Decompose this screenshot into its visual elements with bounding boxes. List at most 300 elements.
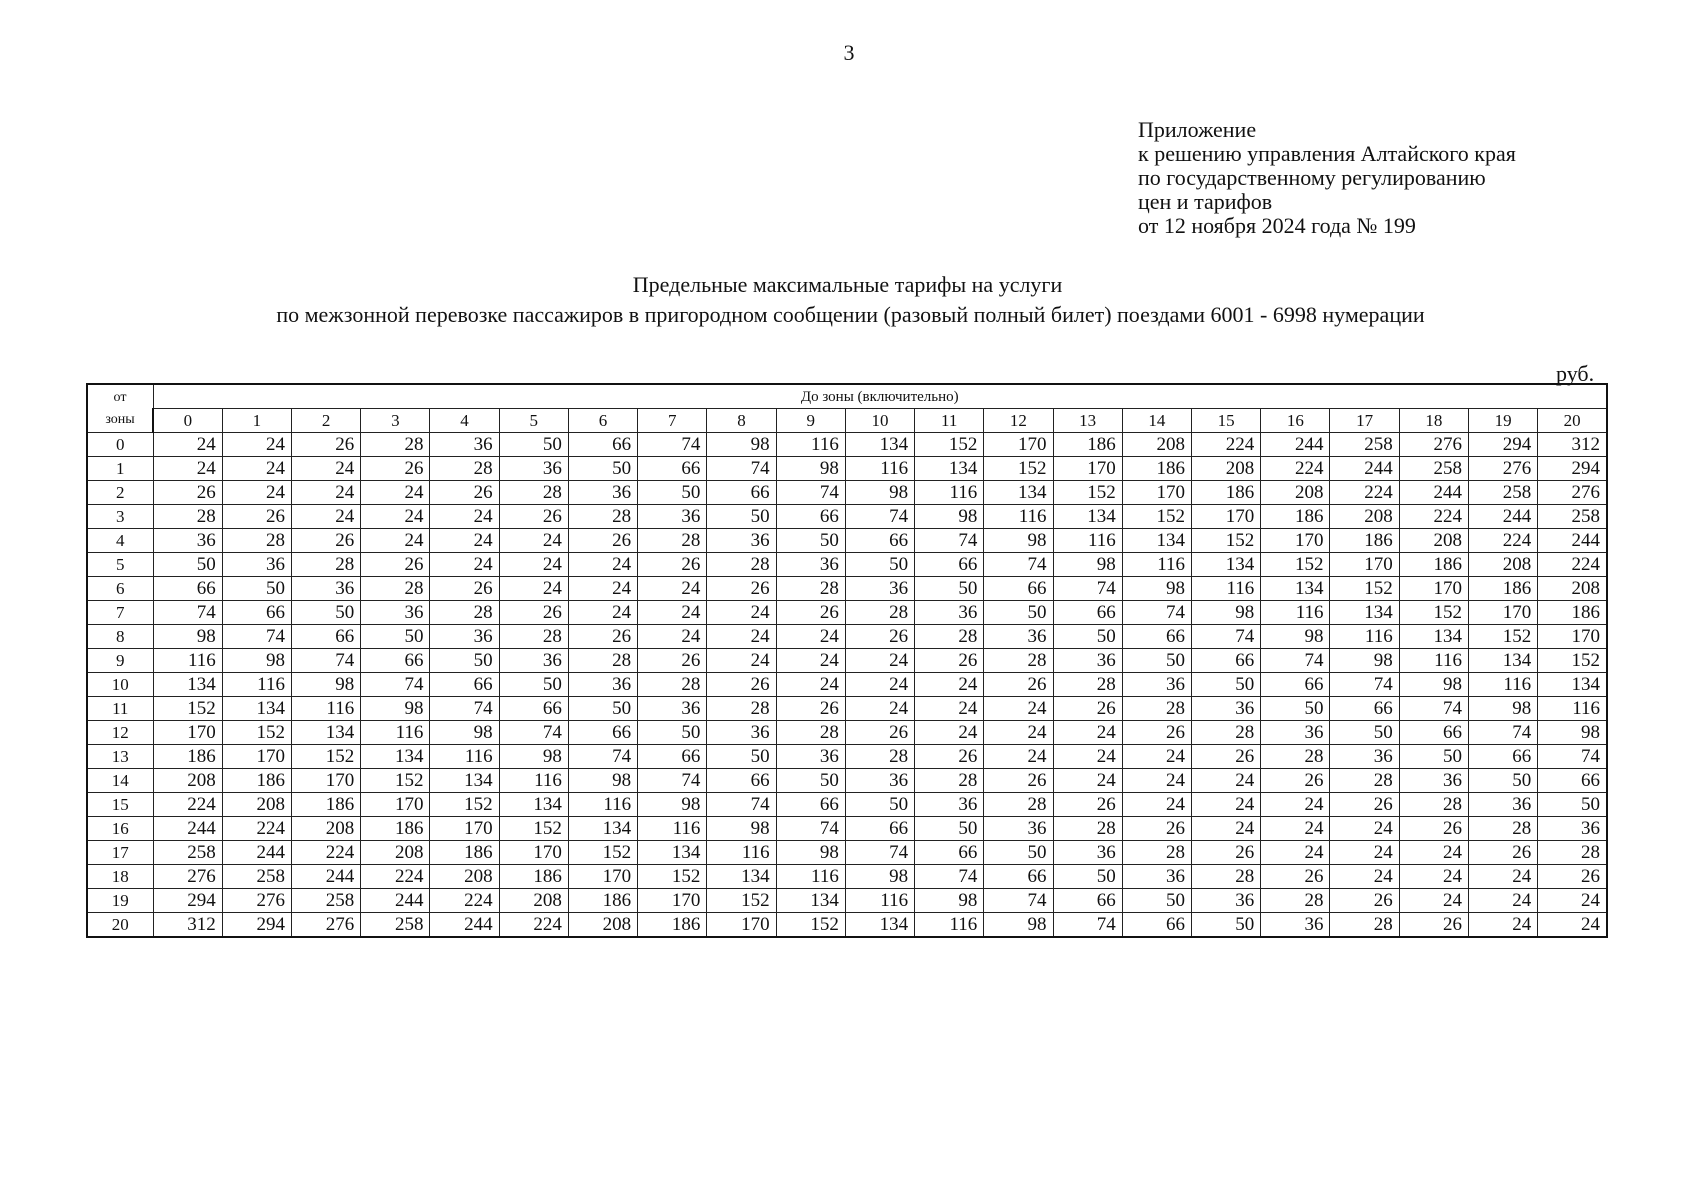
tariff-cell: 36	[984, 625, 1053, 649]
tariff-cell: 24	[776, 649, 845, 673]
tariff-cell: 152	[915, 433, 984, 457]
document-title	[0, 270, 1698, 330]
tariff-cell: 74	[1122, 601, 1191, 625]
tariff-cell: 24	[845, 697, 914, 721]
column-header-zone-18: 18	[1399, 409, 1468, 433]
tariff-cell: 36	[845, 769, 914, 793]
table-row	[87, 817, 1607, 841]
tariff-cell: 28	[1053, 817, 1122, 841]
tariff-cell: 26	[568, 625, 637, 649]
tariff-cell: 258	[1399, 457, 1468, 481]
tariff-cell: 50	[707, 505, 776, 529]
tariff-cell: 24	[430, 529, 499, 553]
tariff-cell: 74	[638, 769, 707, 793]
tariff-cell: 28	[1122, 841, 1191, 865]
tariff-cell: 50	[638, 721, 707, 745]
from-zone-header-line1: от	[113, 389, 127, 405]
tariff-cell: 36	[1192, 889, 1261, 913]
tariff-cell: 98	[845, 865, 914, 889]
tariff-cell: 152	[1053, 481, 1122, 505]
column-header-zone-9: 9	[776, 409, 845, 433]
column-header-zone-10: 10	[845, 409, 914, 433]
tariff-cell: 186	[1330, 529, 1399, 553]
tariff-cell: 116	[1399, 649, 1468, 673]
tariff-cell: 26	[1261, 769, 1330, 793]
tariff-cell: 134	[153, 673, 222, 697]
tariff-cell: 26	[1053, 697, 1122, 721]
tariff-cell: 50	[1330, 721, 1399, 745]
tariff-cell: 74	[1399, 697, 1468, 721]
table-row	[87, 841, 1607, 865]
tariff-cell: 66	[291, 625, 360, 649]
tariff-cell: 244	[1261, 433, 1330, 457]
tariff-cell: 66	[776, 505, 845, 529]
tariff-cell: 24	[915, 721, 984, 745]
tariff-cell: 98	[1399, 673, 1468, 697]
tariff-cell: 26	[845, 625, 914, 649]
tariff-cell: 28	[1122, 697, 1191, 721]
tariff-cell: 170	[1261, 529, 1330, 553]
tariff-cell: 24	[291, 457, 360, 481]
tariff-cell: 208	[1330, 505, 1399, 529]
tariff-cell: 116	[499, 769, 568, 793]
tariff-cell: 152	[1330, 577, 1399, 601]
tariff-cell: 74	[845, 505, 914, 529]
tariff-cell: 36	[776, 745, 845, 769]
tariff-cell: 24	[1399, 841, 1468, 865]
tariff-cell: 98	[1330, 649, 1399, 673]
row-header-zone: 14	[87, 769, 153, 793]
tariff-cell: 50	[1468, 769, 1537, 793]
tariff-cell: 26	[430, 481, 499, 505]
tariff-cell: 26	[1261, 865, 1330, 889]
tariff-cell: 28	[915, 769, 984, 793]
tariff-cell: 24	[222, 457, 291, 481]
tariff-cell: 50	[845, 793, 914, 817]
tariff-cell: 28	[153, 505, 222, 529]
tariff-cell: 98	[1538, 721, 1607, 745]
tariff-cell: 74	[568, 745, 637, 769]
tariff-cell: 74	[638, 433, 707, 457]
tariff-cell: 66	[984, 865, 1053, 889]
column-header-zone-16: 16	[1261, 409, 1330, 433]
tariff-cell: 28	[1330, 769, 1399, 793]
tariff-cell: 24	[1468, 913, 1537, 938]
tariff-cell: 24	[776, 673, 845, 697]
tariff-cell: 74	[222, 625, 291, 649]
tariff-cell: 66	[568, 721, 637, 745]
tariff-cell: 170	[1399, 577, 1468, 601]
tariff-cell: 186	[1399, 553, 1468, 577]
tariff-cell: 186	[153, 745, 222, 769]
tariff-cell: 24	[1192, 793, 1261, 817]
tariff-cell: 224	[430, 889, 499, 913]
tariff-cell: 98	[153, 625, 222, 649]
tariff-cell: 24	[1261, 841, 1330, 865]
tariff-cell: 186	[1261, 505, 1330, 529]
tariff-cell: 66	[1192, 649, 1261, 673]
tariff-cell: 134	[1399, 625, 1468, 649]
tariff-cell: 24	[638, 577, 707, 601]
row-header-zone: 5	[87, 553, 153, 577]
tariff-cell: 116	[568, 793, 637, 817]
tariff-cell: 36	[984, 817, 1053, 841]
tariff-cell: 134	[1053, 505, 1122, 529]
tariff-cell: 186	[361, 817, 430, 841]
tariff-cell: 26	[638, 649, 707, 673]
tariff-cell: 24	[222, 481, 291, 505]
tariff-cell: 26	[776, 697, 845, 721]
tariff-cell: 24	[499, 553, 568, 577]
tariff-cell: 24	[1053, 745, 1122, 769]
tariff-cell: 26	[707, 673, 776, 697]
tariff-cell: 208	[430, 865, 499, 889]
table-row	[87, 625, 1607, 649]
tariff-cell: 26	[776, 601, 845, 625]
tariff-cell: 98	[222, 649, 291, 673]
column-header-zone-15: 15	[1192, 409, 1261, 433]
tariff-cell: 26	[1122, 721, 1191, 745]
tariff-cell: 66	[707, 769, 776, 793]
tariff-cell: 26	[1192, 745, 1261, 769]
tariff-cell: 170	[1468, 601, 1537, 625]
tariff-cell: 152	[984, 457, 1053, 481]
tariff-cell: 186	[1192, 481, 1261, 505]
tariff-cell: 116	[707, 841, 776, 865]
tariff-cell: 26	[1330, 889, 1399, 913]
tariff-cell: 24	[915, 673, 984, 697]
tariff-cell: 116	[845, 457, 914, 481]
tariff-cell: 152	[707, 889, 776, 913]
tariff-cell: 152	[361, 769, 430, 793]
tariff-cell: 24	[1330, 841, 1399, 865]
tariff-cell: 24	[499, 529, 568, 553]
tariff-cell: 28	[1538, 841, 1607, 865]
tariff-cell: 36	[291, 577, 360, 601]
tariff-cell: 36	[430, 625, 499, 649]
tariff-cell: 312	[153, 913, 222, 938]
tariff-cell: 98	[499, 745, 568, 769]
tariff-cell: 50	[984, 601, 1053, 625]
tariff-cell: 28	[1192, 721, 1261, 745]
tariff-cell: 26	[1122, 817, 1191, 841]
tariff-cell: 24	[707, 625, 776, 649]
tariff-cell: 24	[984, 745, 1053, 769]
tariff-cell: 26	[1330, 793, 1399, 817]
tariff-cell: 24	[430, 553, 499, 577]
row-header-zone: 10	[87, 673, 153, 697]
tariff-cell: 98	[1053, 553, 1122, 577]
tariff-cell: 24	[915, 697, 984, 721]
tariff-cell: 28	[430, 457, 499, 481]
tariff-cell: 74	[915, 865, 984, 889]
tariff-cell: 98	[568, 769, 637, 793]
tariff-cell: 28	[1399, 793, 1468, 817]
to-zone-header: До зоны (включительно)	[153, 384, 1607, 409]
tariff-cell: 26	[638, 553, 707, 577]
tariff-cell: 28	[361, 577, 430, 601]
tariff-cell: 244	[430, 913, 499, 938]
tariff-cell: 36	[361, 601, 430, 625]
row-header-zone: 3	[87, 505, 153, 529]
tariff-cell: 134	[707, 865, 776, 889]
tariff-cell: 152	[430, 793, 499, 817]
tariff-cell: 50	[915, 577, 984, 601]
from-zone-header	[87, 384, 153, 433]
tariff-cell: 74	[430, 697, 499, 721]
table-row	[87, 481, 1607, 505]
tariff-cell: 74	[776, 481, 845, 505]
tariff-cell: 224	[1192, 433, 1261, 457]
tariff-cell: 66	[361, 649, 430, 673]
tariff-cell: 116	[1468, 673, 1537, 697]
tariff-cell: 134	[1538, 673, 1607, 697]
header-row-top	[87, 384, 1607, 409]
tariff-cell: 24	[1468, 889, 1537, 913]
tariff-cell: 26	[915, 745, 984, 769]
tariff-cell: 116	[776, 865, 845, 889]
tariff-cell: 312	[1538, 433, 1607, 457]
tariff-cell: 258	[153, 841, 222, 865]
tariff-cell: 24	[361, 529, 430, 553]
tariff-cell: 244	[291, 865, 360, 889]
tariff-cell: 170	[1538, 625, 1607, 649]
column-header-zone-6: 6	[568, 409, 637, 433]
tariff-cell: 28	[430, 601, 499, 625]
tariff-cell: 28	[915, 625, 984, 649]
tariff-cell: 26	[291, 529, 360, 553]
tariff-cell: 50	[845, 553, 914, 577]
tariff-cell: 258	[1330, 433, 1399, 457]
appendix-line: по государственному регулированию	[1138, 165, 1486, 190]
tariff-cell: 26	[915, 649, 984, 673]
tariff-cell: 36	[1122, 865, 1191, 889]
tariff-cell: 36	[1399, 769, 1468, 793]
tariff-cell: 24	[1468, 865, 1537, 889]
tariff-cell: 36	[1053, 841, 1122, 865]
tariff-cell: 66	[1399, 721, 1468, 745]
tariff-cell: 66	[1122, 913, 1191, 938]
tariff-cell: 98	[1122, 577, 1191, 601]
row-header-zone: 13	[87, 745, 153, 769]
tariff-cell: 152	[1468, 625, 1537, 649]
tariff-cell: 28	[1192, 865, 1261, 889]
column-header-zone-12: 12	[984, 409, 1053, 433]
tariff-cell: 186	[568, 889, 637, 913]
tariff-cell: 66	[638, 745, 707, 769]
tariff-cell: 258	[1468, 481, 1537, 505]
tariff-cell: 66	[1468, 745, 1537, 769]
tariff-cell: 98	[1468, 697, 1537, 721]
row-header-zone: 19	[87, 889, 153, 913]
tariff-cell: 36	[915, 601, 984, 625]
tariff-cell: 28	[361, 433, 430, 457]
tariff-cell: 66	[1330, 697, 1399, 721]
tariff-cell: 24	[776, 625, 845, 649]
tariff-cell: 116	[153, 649, 222, 673]
tariff-cell: 26	[499, 601, 568, 625]
row-header-zone: 16	[87, 817, 153, 841]
table-row	[87, 865, 1607, 889]
row-header-zone: 1	[87, 457, 153, 481]
tariff-cell: 36	[430, 433, 499, 457]
tariff-cell: 244	[1468, 505, 1537, 529]
tariff-cell: 24	[1538, 889, 1607, 913]
table-row	[87, 769, 1607, 793]
tariff-cell: 116	[984, 505, 1053, 529]
tariff-cell: 24	[1122, 745, 1191, 769]
tariff-cell: 28	[568, 505, 637, 529]
tariff-cell: 170	[153, 721, 222, 745]
tariff-cell: 66	[984, 577, 1053, 601]
tariff-cell: 152	[1122, 505, 1191, 529]
tariff-cell: 66	[568, 433, 637, 457]
tariff-cell: 74	[153, 601, 222, 625]
tariff-cell: 24	[1261, 793, 1330, 817]
tariff-cell: 98	[845, 481, 914, 505]
tariff-cell: 74	[1053, 577, 1122, 601]
tariff-cell: 74	[984, 889, 1053, 913]
tariff-cell: 186	[1538, 601, 1607, 625]
tariff-cell: 28	[707, 697, 776, 721]
tariff-cell: 66	[707, 481, 776, 505]
tariff-cell: 152	[638, 865, 707, 889]
tariff-cell: 98	[430, 721, 499, 745]
tariff-cell: 170	[430, 817, 499, 841]
tariff-cell: 24	[1192, 769, 1261, 793]
tariff-cell: 26	[984, 673, 1053, 697]
tariff-cell: 26	[1399, 817, 1468, 841]
tariff-cell: 50	[499, 673, 568, 697]
tariff-cell: 26	[291, 433, 360, 457]
column-header-zone-1: 1	[222, 409, 291, 433]
tariff-cell: 66	[1261, 673, 1330, 697]
column-header-zone-5: 5	[499, 409, 568, 433]
tariff-cell: 276	[153, 865, 222, 889]
tariff-cell: 28	[707, 553, 776, 577]
row-header-zone: 15	[87, 793, 153, 817]
tariff-cell: 258	[222, 865, 291, 889]
tariff-cell: 258	[291, 889, 360, 913]
tariff-cell: 36	[638, 505, 707, 529]
tariff-cell: 170	[222, 745, 291, 769]
tariff-cell: 24	[845, 673, 914, 697]
row-header-zone: 8	[87, 625, 153, 649]
tariff-cell: 28	[222, 529, 291, 553]
tariff-cell: 224	[153, 793, 222, 817]
tariff-cell: 66	[1053, 889, 1122, 913]
table-row	[87, 889, 1607, 913]
tariff-cell: 24	[1053, 769, 1122, 793]
tariff-cell: 224	[291, 841, 360, 865]
tariff-cell: 28	[845, 745, 914, 769]
table-row	[87, 505, 1607, 529]
tariff-cell: 276	[1399, 433, 1468, 457]
tariff-cell: 28	[1261, 889, 1330, 913]
tariff-cell: 134	[1330, 601, 1399, 625]
tariff-cell: 24	[707, 649, 776, 673]
tariff-cell: 74	[291, 649, 360, 673]
tariff-cell: 36	[222, 553, 291, 577]
row-header-zone: 20	[87, 913, 153, 938]
tariff-cell: 244	[1538, 529, 1607, 553]
tariff-cell: 24	[1261, 817, 1330, 841]
column-header-zone-0: 0	[153, 409, 222, 433]
tariff-cell: 170	[568, 865, 637, 889]
tariff-cell: 66	[776, 793, 845, 817]
tariff-cell: 170	[1330, 553, 1399, 577]
tariff-cell: 294	[1468, 433, 1537, 457]
tariff-cell: 36	[1330, 745, 1399, 769]
tariff-cell: 116	[915, 913, 984, 938]
tariff-cell: 134	[638, 841, 707, 865]
tariff-cell: 98	[1261, 625, 1330, 649]
tariff-cell: 244	[153, 817, 222, 841]
tariff-cell: 134	[568, 817, 637, 841]
tariff-table-body	[87, 433, 1607, 938]
tariff-cell: 294	[222, 913, 291, 938]
column-header-zone-8: 8	[707, 409, 776, 433]
tariff-cell: 26	[430, 577, 499, 601]
tariff-cell: 28	[499, 481, 568, 505]
tariff-cell: 28	[638, 529, 707, 553]
tariff-cell: 50	[707, 745, 776, 769]
tariff-cell: 26	[1538, 865, 1607, 889]
tariff-cell: 224	[1330, 481, 1399, 505]
tariff-cell: 134	[361, 745, 430, 769]
tariff-cell: 186	[1053, 433, 1122, 457]
table-row	[87, 697, 1607, 721]
tariff-cell: 26	[984, 769, 1053, 793]
tariff-cell: 28	[984, 649, 1053, 673]
tariff-cell: 24	[707, 601, 776, 625]
tariff-cell: 24	[638, 625, 707, 649]
tariff-cell: 66	[430, 673, 499, 697]
tariff-cell: 28	[1053, 673, 1122, 697]
tariff-cell: 152	[568, 841, 637, 865]
tariff-cell: 208	[222, 793, 291, 817]
tariff-cell: 50	[361, 625, 430, 649]
tariff-cell: 244	[1330, 457, 1399, 481]
tariff-cell: 24	[568, 577, 637, 601]
tariff-cell: 134	[430, 769, 499, 793]
tariff-cell: 152	[1399, 601, 1468, 625]
tariff-cell: 36	[1538, 817, 1607, 841]
tariff-cell: 116	[222, 673, 291, 697]
tariff-cell: 24	[845, 649, 914, 673]
tariff-cell: 24	[361, 481, 430, 505]
tariff-cell: 74	[1261, 649, 1330, 673]
column-header-zone-3: 3	[361, 409, 430, 433]
tariff-cell: 98	[776, 457, 845, 481]
tariff-cell: 50	[1192, 673, 1261, 697]
tariff-cell: 134	[776, 889, 845, 913]
tariff-cell: 50	[568, 697, 637, 721]
tariff-cell: 170	[361, 793, 430, 817]
row-header-zone: 7	[87, 601, 153, 625]
tariff-cell: 26	[222, 505, 291, 529]
tariff-cell: 224	[361, 865, 430, 889]
tariff-cell: 98	[638, 793, 707, 817]
tariff-cell: 186	[430, 841, 499, 865]
tariff-cell: 24	[222, 433, 291, 457]
tariff-cell: 24	[1192, 817, 1261, 841]
tariff-cell: 66	[1053, 601, 1122, 625]
column-header-zone-4: 4	[430, 409, 499, 433]
tariff-cell: 98	[707, 817, 776, 841]
tariff-cell: 50	[291, 601, 360, 625]
tariff-cell: 134	[845, 433, 914, 457]
